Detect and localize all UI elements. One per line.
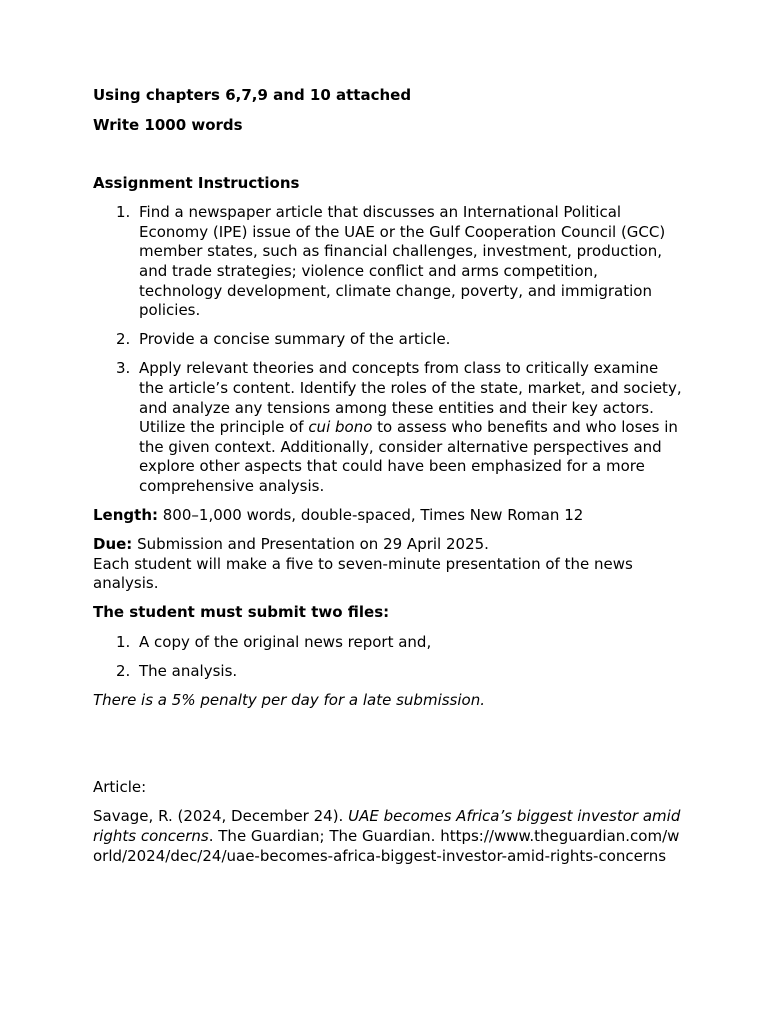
presentation-note: Each student will make a five to seven-minute presentation of the news analysis. — [93, 554, 633, 593]
length-value: 800–1,000 words, double-spaced, Times New Roman 12 — [158, 506, 584, 525]
header-line-wordcount: Write 1000 words — [93, 115, 243, 134]
citation-title: UAE becomes Africa’s biggest investor amid rights concerns — [93, 807, 681, 846]
citation-source: . The Guardian; The Guardian. — [208, 827, 436, 846]
article-label: Article: — [93, 778, 147, 797]
instruction-number: 3. — [116, 359, 131, 378]
instruction-list — [93, 203, 683, 496]
assignment-heading: Assignment Instructions — [93, 173, 300, 192]
article-citation — [93, 807, 683, 866]
submit-heading: The student must submit two files: — [93, 603, 390, 622]
submit-number: 1. — [116, 632, 131, 651]
length-label: Length: — [93, 506, 158, 525]
instruction-text-part: to assess who benefits and who loses in the given context. Additionally, consider alternative perspectives and explore other aspects that could have been emphasized for a more comprehensive analysis. — [139, 418, 678, 495]
penalty-note: There is a 5% penalty per day for a late submission. — [93, 690, 485, 709]
due-line — [93, 535, 683, 555]
instruction-item — [93, 203, 683, 321]
instruction-item — [93, 359, 683, 496]
length-line — [93, 506, 683, 526]
document-page — [93, 86, 683, 866]
instruction-text-italic: cui bono — [308, 418, 373, 437]
submit-item — [93, 633, 683, 653]
submit-item — [93, 662, 683, 682]
citation-url: https://www.theguardian.com/world/2024/dec/24/uae-becomes-africa-biggest-investor-amid-rights-concerns — [93, 827, 680, 865]
due-label: Due: — [93, 535, 133, 554]
header-line-chapters: Using chapters 6,7,9 and 10 attached — [93, 86, 412, 104]
instruction-item — [93, 330, 683, 350]
submit-text: A copy of the original news report and, — [139, 632, 432, 651]
due-value: Submission and Presentation on 29 April 2025. — [132, 535, 489, 554]
submit-text: The analysis. — [139, 661, 238, 680]
submit-number: 2. — [116, 661, 131, 680]
instruction-text-part: Apply relevant theories and concepts from class to critically examine the article’s content. Identify the roles of the state, market, and society, and analyze any tensions among these entities and their key actors. Utilize the principle of — [139, 359, 682, 437]
instruction-number: 2. — [116, 330, 131, 349]
instruction-text: Find a newspaper article that discusses an International Political Economy (IPE) issue of the UAE or the Gulf Cooperation Council (GCC) member states, such as financial challenges, investment, production, and trade strategies; violence conflict and arms competition, technology development, climate change, poverty, and immigration policies. — [139, 203, 666, 320]
instruction-number: 1. — [116, 203, 131, 222]
citation-author: Savage, R. (2024, December 24). — [93, 807, 349, 826]
instruction-text: Provide a concise summary of the article. — [139, 330, 451, 349]
submit-list — [93, 633, 683, 682]
